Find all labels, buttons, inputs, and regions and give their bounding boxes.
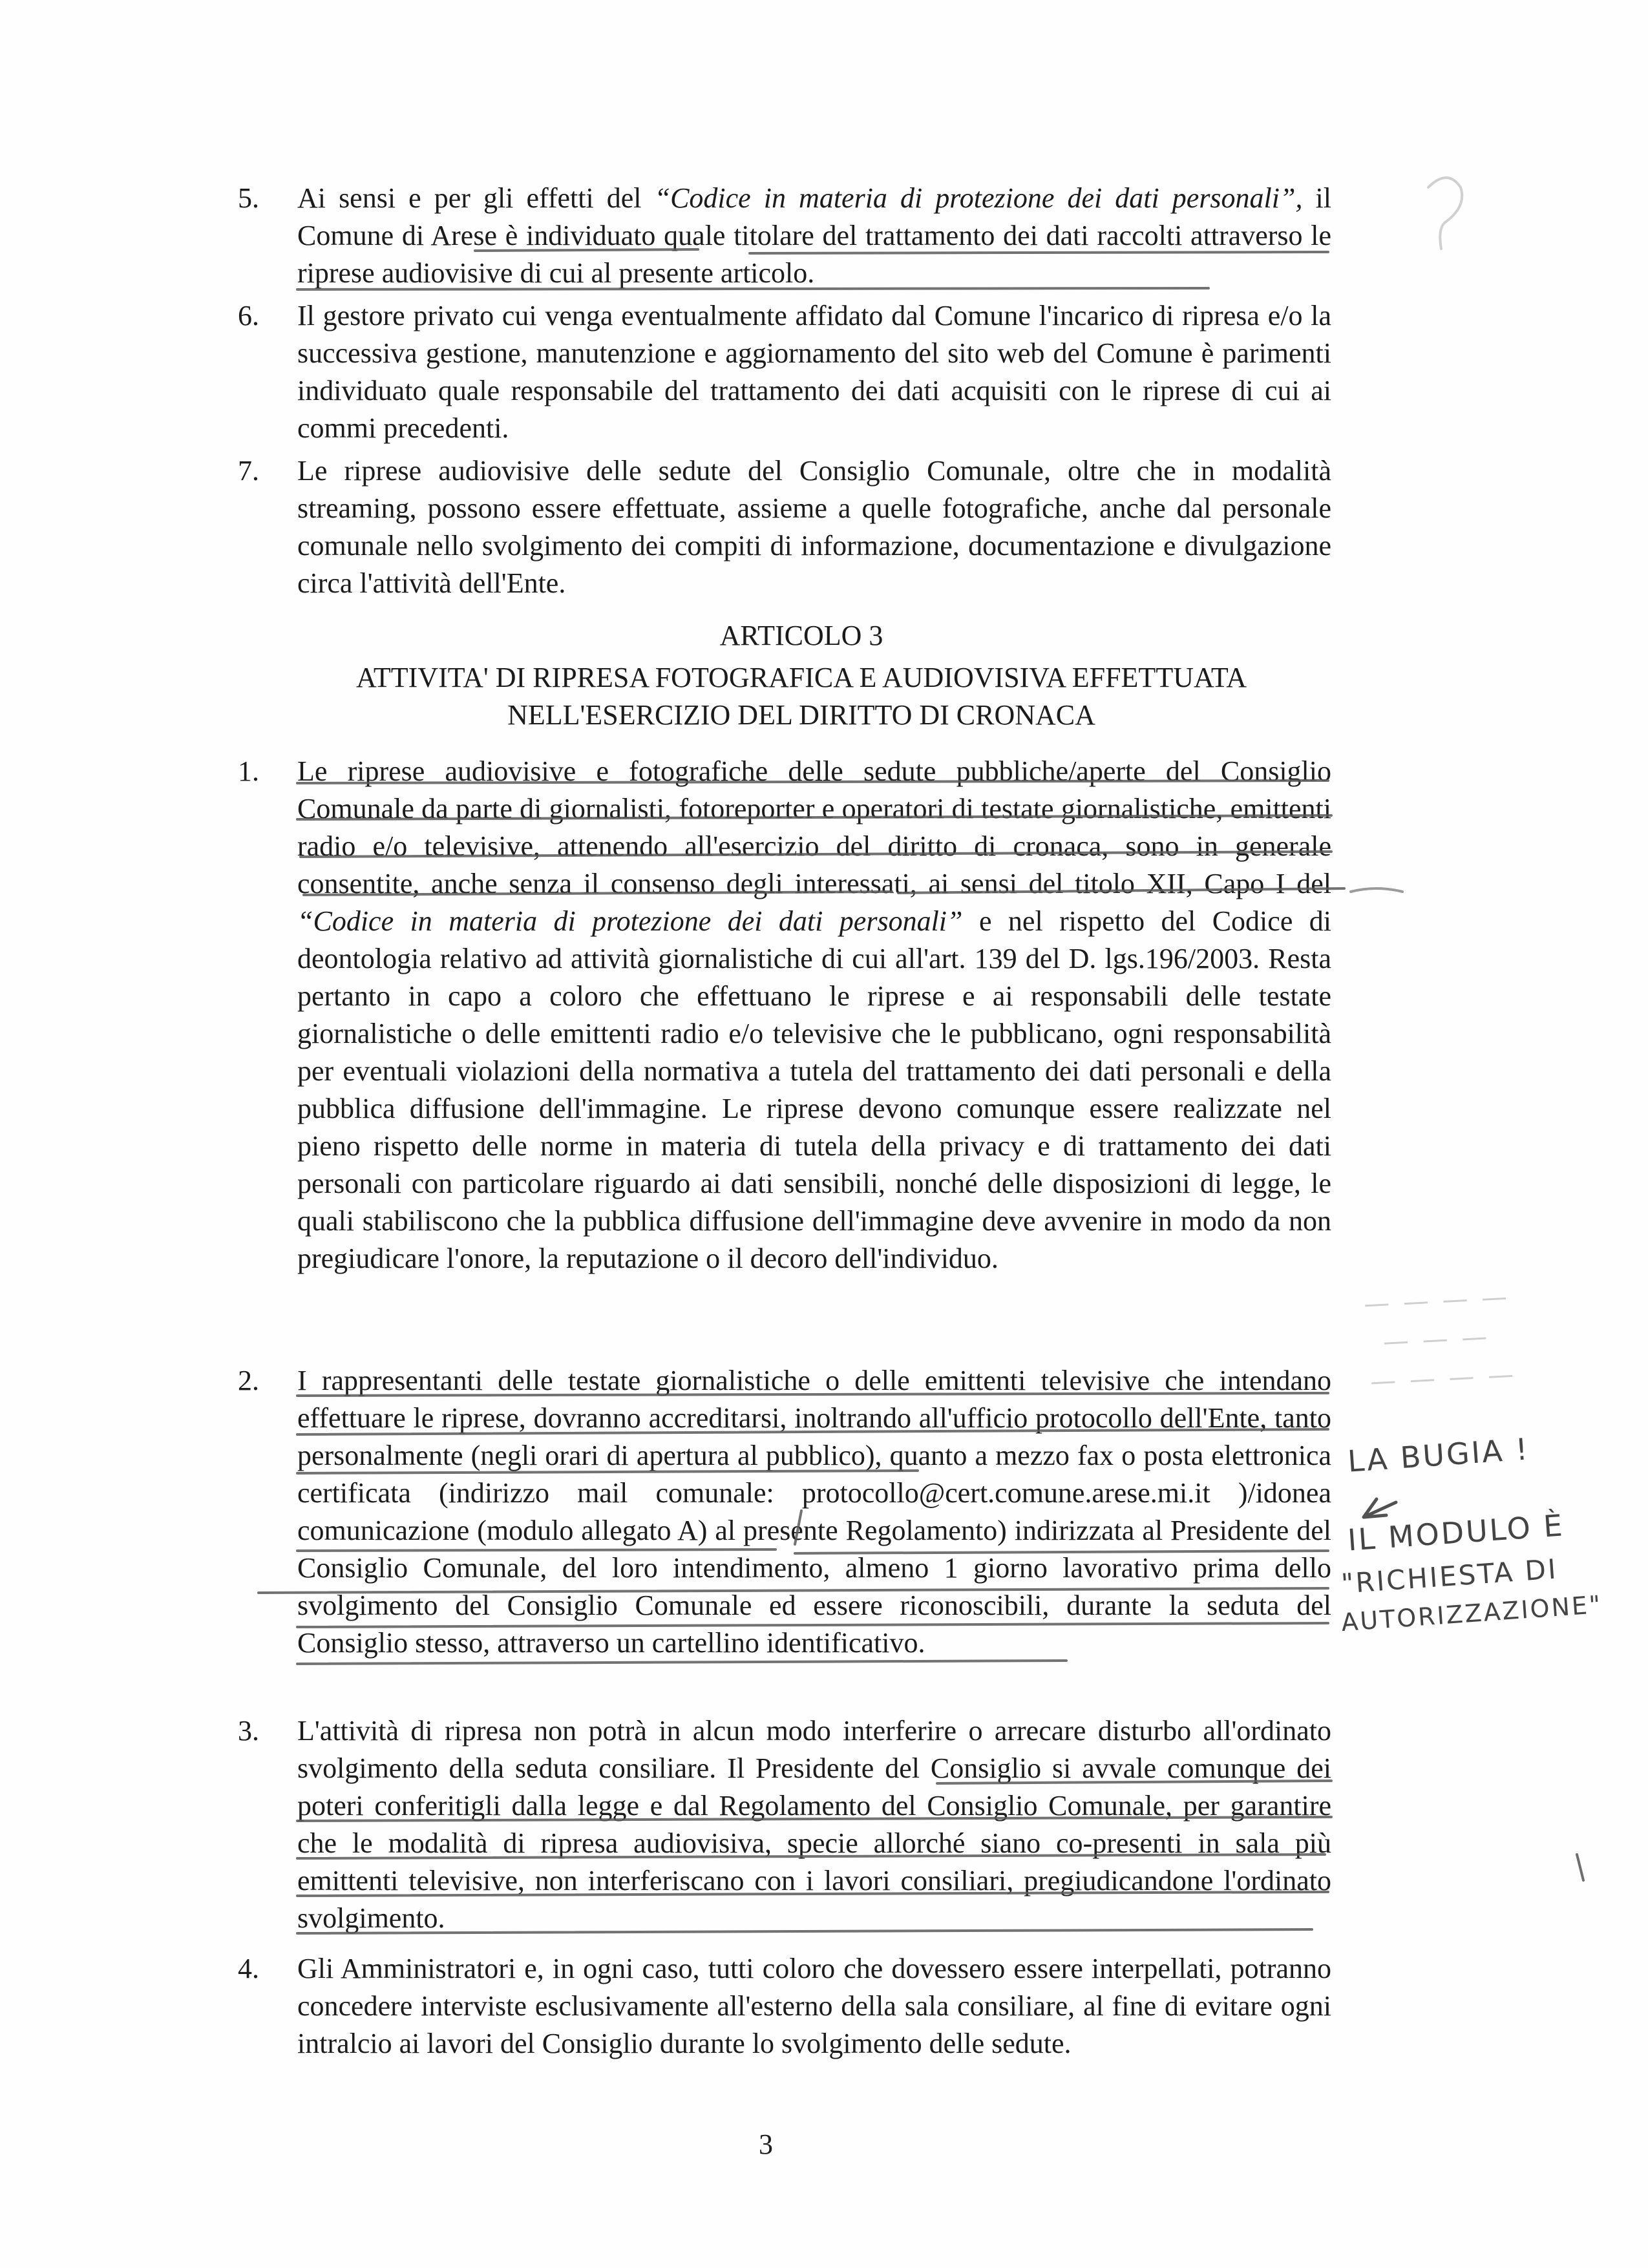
item-number: 6. xyxy=(238,300,259,331)
underline-stroke xyxy=(297,1549,1328,1553)
underline-stroke xyxy=(297,1393,1328,1396)
item-number: 5. xyxy=(238,182,259,214)
bracket-stroke xyxy=(795,1511,801,1544)
faint-margin-scribble: — — — — xyxy=(1362,1282,1511,1319)
item-text: I rappresentanti delle testate giornalistiche o delle emittenti televisive che intendano effettuare le riprese, dovranno accreditarsi, inoltrando all'ufficio protocollo dell'Ente, tanto personalmente (negli orari di apertura al pubblico), quanto a mezzo fax o posta elettronica certificata (indirizzo mail comunale: protocollo@cert.comune.arese.mi.it )/idonea comunicazione (modulo allegato A) al presente Regolamento) indirizzata al Presidente del Consiglio Comunale, del loro intendimento, almeno 1 giorno lavorativo prima dello svolgimento del Consiglio Comunale ed essere riconoscibili, durante la seduta del Consiglio stesso, attraverso un cartellino identificativo. xyxy=(297,1365,1331,1659)
margin-stroke xyxy=(1577,1854,1583,1880)
item-text: Il gestore privato cui venga eventualmente affidato dal Comune l'incarico di ripresa e/o la successiva gestione, manutenzione e aggiornamento del sito web del Comune è parimenti individuato quale responsabile del trattamento dei dati acquisiti con le riprese di cui ai commi precedenti. xyxy=(297,300,1331,444)
item-number: 7. xyxy=(238,455,259,487)
item-number: 2. xyxy=(238,1365,259,1396)
item-number: 1. xyxy=(238,755,259,787)
margin-note: LA BUGIA ! xyxy=(1346,1431,1531,1479)
underline-stroke xyxy=(297,1892,1328,1896)
item-text: il Comune di Arese è individuato quale titolare del trattamento dei dati raccolti attraverso le riprese audiovisive di cui al presente articolo. xyxy=(297,182,1331,289)
underline-stroke xyxy=(301,852,1331,857)
article-title-line-1: ATTIVITA' DI RIPRESA FOTOGRAFICA E AUDIOVISIVA EFFETTUATA xyxy=(355,662,1247,693)
item-number: 3. xyxy=(238,1715,259,1747)
underline-stroke xyxy=(297,1929,1312,1933)
underline-stroke xyxy=(297,1623,1328,1627)
faint-margin-scribble: — — — — xyxy=(1369,1360,1517,1397)
item-text: L'attività di ripresa non potrà in alcun modo interferire o arrecare disturbo all'ordinato svolgimento della seduta consiliare. Il Presidente del Consiglio si avvale comunque dei poteri conferitigli dalla legge e dal Regolamento del Consiglio Comunale, per garantire che le modalità di ripresa audiovisiva, specie allorché siano co-presenti in sala più emittenti televisive, non interferiscano con i lavori consiliari, pregiudicandone l'ordinato svolgimento. xyxy=(297,1715,1331,1934)
margin-note: "RICHIESTA DI xyxy=(1340,1553,1559,1600)
article-title-line-2: NELL'ESERCIZIO DEL DIRITTO DI CRONACA xyxy=(507,699,1095,731)
underline-stroke xyxy=(297,781,1328,783)
arrow-icon xyxy=(1364,1499,1396,1517)
item-text: Gli Amministratori e, in ogni caso, tutti coloro che dovessero essere interpellati, potranno concedere interviste esclusivamente all'esterno della sala consiliare, al fine di evitare ogni intralcio ai lavori del Consiglio durante lo svolgimento delle sedute. xyxy=(297,1953,1331,2059)
underline-stroke xyxy=(304,888,1344,895)
margin-note: AUTORIZZAZIONE" xyxy=(1340,1590,1603,1637)
underline-stroke xyxy=(297,288,1209,289)
italic-citation: “Codice in materia di protezione dei dati personali” xyxy=(297,905,963,937)
underline-stroke xyxy=(297,1471,918,1473)
item-text: Le riprese audiovisive delle sedute del Consiglio Comunale, oltre che in modalità streaming, possono essere effettuate, assieme a quelle fotografiche, anche dal personale comunale nello svolgimento dei compiti di informazione, documentazione e divulgazione circa l'attività dell'Ente. xyxy=(297,455,1331,599)
underline-stroke xyxy=(297,815,1331,819)
article-heading: ARTICOLO 3 xyxy=(719,620,883,651)
item-text: Le riprese audiovisive e fotografiche delle sedute pubbliche/aperte del Consiglio Comunale da parte di giornalisti, fotoreporter e operatori di testate giornalistiche, emittenti radio e/o televisive, attenendo all'esercizio del diritto di cronaca, sono in generale consentite, anche senza il consenso degli interessati, ai sensi del titolo XII, Capo I del xyxy=(297,755,1331,899)
margin-note: IL MODULO È xyxy=(1346,1507,1566,1558)
underline-stroke xyxy=(297,1661,1066,1664)
underline-stroke xyxy=(297,1854,1325,1858)
underline-stroke xyxy=(937,1781,1331,1783)
margin-stroke xyxy=(1351,888,1402,892)
underline-stroke xyxy=(475,249,1328,253)
underline-stroke xyxy=(297,1817,1331,1821)
underline-stroke xyxy=(297,1429,1328,1434)
item-number: 4. xyxy=(238,1953,259,1984)
faint-margin-scribble: — — — xyxy=(1382,1321,1491,1358)
question-mark-icon xyxy=(1428,178,1462,249)
underline-stroke xyxy=(259,1588,1328,1593)
item-text: e nel rispetto del Codice di deontologia relativo ad attività giornalistiche di cui all'art. 139 del D. lgs.196/2003. Resta pertanto in capo a coloro che effettuano le riprese e ai responsabili delle testate giornalistiche o delle emittenti radio e/o televisive che le pubblicano, ogni responsabilità per eventuali violazioni della normativa a tutela del trattamento dei dati personali e della pubblica diffusione dell'immagine. Le riprese devono comunque essere realizzate nel pieno rispetto delle norme in materia di tutela della privacy e di trattamento dei dati personali con particolare riguardo ai dati sensibili, nonché delle disposizioni di legge, le quali stabiliscono che la pubblica diffusione dell'immagine deve avvenire in modo da non pregiudicare l'onore, la reputazione o il decoro dell'individuo. xyxy=(297,905,1332,1274)
italic-citation: “Codice in materia di protezione dei dati personali”, xyxy=(654,182,1303,214)
page-number: 3 xyxy=(759,2128,773,2160)
item-text: Ai sensi e per gli effetti del xyxy=(297,182,655,214)
